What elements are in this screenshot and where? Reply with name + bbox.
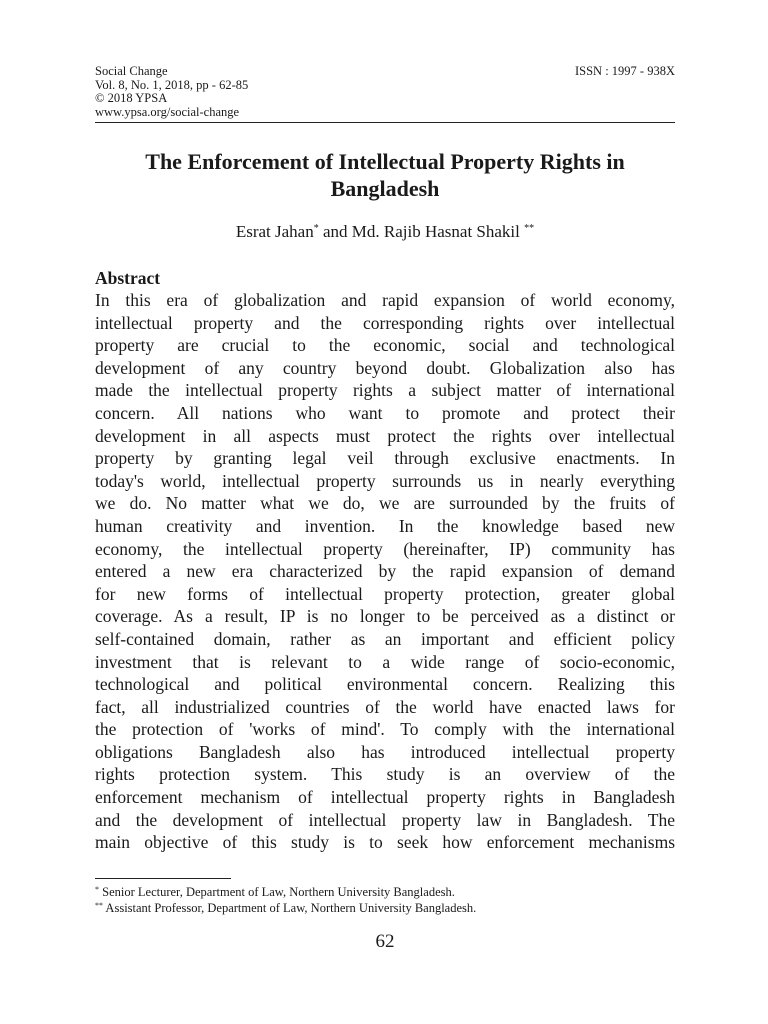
abstract-line: today's world, intellectual property surrounds us in nearly everything — [95, 470, 675, 491]
journal-copyright: © 2018 YPSA — [95, 91, 168, 105]
abstract-line: we do. No matter what we do, we are surrounded by the fruits of — [95, 493, 675, 514]
author-1: Esrat Jahan — [235, 222, 314, 241]
abstract-line: intellectual property and the corresponding rights over intellectual — [95, 312, 675, 333]
abstract-line: entered a new era characterized by the rapid expansion of demand — [95, 561, 675, 582]
footnote-2-mark: ** — [95, 901, 103, 910]
abstract-line: technological and political environmental concern. Realizing this — [95, 674, 675, 695]
header-divider — [95, 122, 675, 123]
abstract-line: human creativity and invention. In the knowledge based new — [95, 515, 675, 536]
footnote-divider — [95, 878, 231, 879]
author-2-mark: ** — [524, 223, 535, 234]
abstract-line: main objective of this study is to seek how enforcement mechanisms — [95, 832, 675, 853]
journal-name: Social Change — [95, 64, 168, 78]
abstract-heading: Abstract — [95, 268, 161, 288]
title-line-2: Bangladesh — [330, 176, 440, 201]
abstract-line: investment that is relevant to a wide range of socio-economic, — [95, 651, 675, 672]
abstract-line: enforcement mechanism of intellectual property rights in Bangladesh — [95, 787, 675, 808]
abstract-line: development in all aspects must protect the rights over intellectual — [95, 425, 675, 446]
author-1-mark: * — [313, 223, 319, 234]
author-2: Md. Rajib Hasnat Shakil — [351, 222, 520, 241]
abstract-line: for new forms of intellectual property protection, greater global — [95, 583, 675, 604]
abstract-line: made the intellectual property rights a subject matter of international — [95, 380, 675, 401]
author-line — [95, 222, 675, 242]
abstract-line: concern. All nations who want to promote and protect their — [95, 402, 675, 423]
abstract-line: self-contained domain, rather as an important and efficient policy — [95, 628, 675, 649]
paper-title — [95, 148, 675, 202]
footnote-1-text: Senior Lecturer, Department of Law, Northern University Bangladesh. — [99, 885, 455, 899]
abstract-line: development of any country beyond doubt. Globalization also has — [95, 357, 675, 378]
abstract-line: property are crucial to the economic, social and technological — [95, 335, 675, 356]
abstract-line: property by granting legal veil through exclusive enactments. In — [95, 448, 675, 469]
abstract-body — [95, 289, 675, 854]
journal-volume: Vol. 8, No. 1, 2018, pp - 62-85 — [95, 77, 249, 92]
footnotes — [95, 884, 675, 916]
author-connector: and — [318, 222, 352, 241]
abstract-line: coverage. As a result, IP is no longer to be perceived as a distinct or — [95, 606, 675, 627]
paper-page — [95, 0, 675, 1024]
abstract-line: obligations Bangladesh also has introduced intellectual property — [95, 741, 675, 762]
footnote-1 — [95, 884, 675, 900]
abstract-line: rights protection system. This study is an overview of the — [95, 764, 675, 785]
journal-info — [95, 65, 248, 119]
footnote-2-text: Assistant Professor, Department of Law, Northern University Bangladesh. — [103, 901, 477, 915]
abstract-line: In this era of globalization and rapid expansion of world economy, — [95, 290, 675, 310]
title-line-1: The Enforcement of Intellectual Property Rights in — [145, 149, 625, 174]
abstract-line: and the development of intellectual property law in Bangladesh. The — [95, 809, 675, 830]
page-number: 62 — [375, 931, 395, 952]
journal-issn: ISSN : 1997 - 938X — [574, 64, 675, 78]
abstract-line: economy, the intellectual property (hereinafter, IP) community has — [95, 538, 675, 559]
journal-header — [95, 65, 675, 121]
abstract-line: the protection of 'works of mind'. To comply with the international — [95, 719, 675, 740]
abstract-line: fact, all industrialized countries of the world have enacted laws for — [95, 696, 675, 717]
footnote-2 — [95, 900, 675, 916]
footnote-1-mark: * — [95, 885, 99, 894]
journal-url: www.ypsa.org/social-change — [95, 104, 240, 119]
